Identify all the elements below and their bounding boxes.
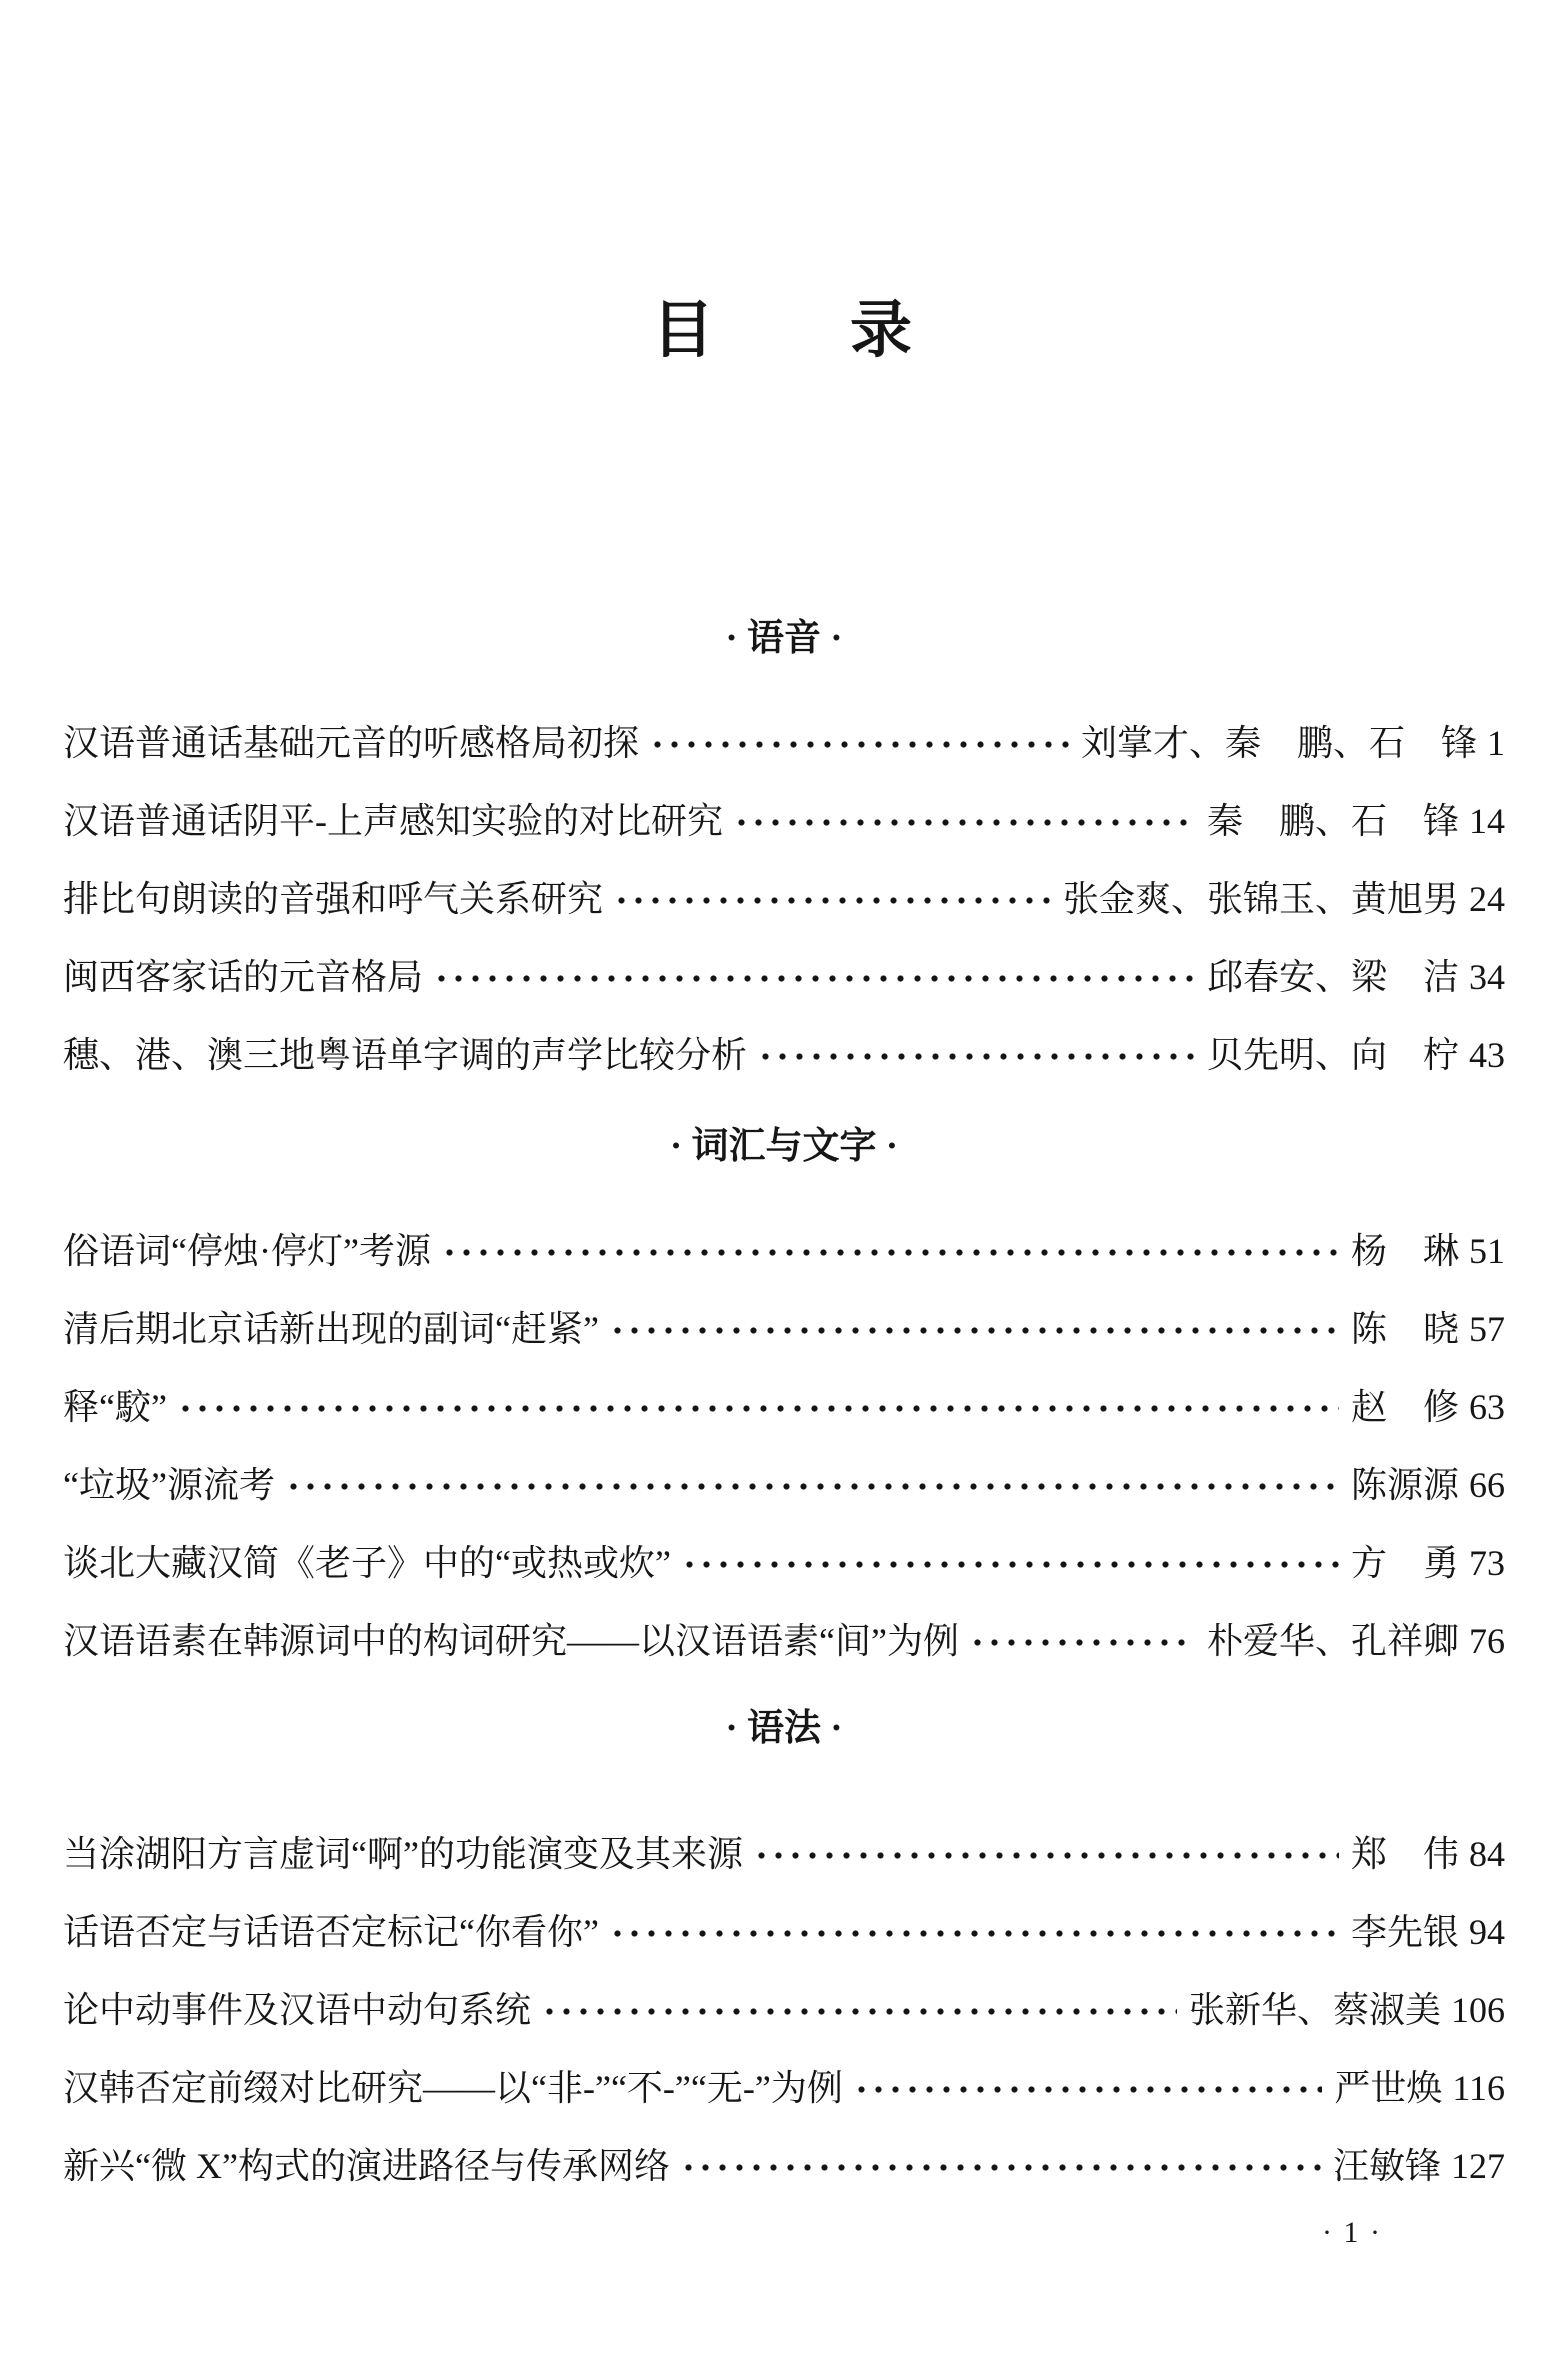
dot-leader: [613, 876, 1051, 922]
section-header-lexicon-writing: · 词汇与文字 ·: [669, 1126, 899, 1167]
entry-title: 新兴“微 X”构式的演进路径与传承网络: [63, 2146, 670, 2186]
entry-page-number: 73: [1469, 1543, 1505, 1583]
toc-entry: [63, 1909, 1505, 1955]
dot-leader: [609, 1909, 1339, 1955]
entry-page-number: 63: [1469, 1387, 1505, 1427]
toc-entry: [63, 954, 1505, 1000]
entry-title: 论中动事件及汉语中动句系统: [63, 1990, 532, 2030]
entry-page-number: 43: [1469, 1035, 1505, 1075]
entry-title: 穗、港、澳三地粤语单字调的声学比较分析: [63, 1035, 748, 1075]
entry-title: 排比句朗读的音强和呼气关系研究: [63, 879, 604, 919]
entry-authors: 贝先明、向 柠: [1206, 1035, 1459, 1075]
entry-authors: 李先银: [1350, 1912, 1459, 1952]
entry-authors: 汪敏锋: [1332, 2146, 1441, 2186]
dot-leader: [541, 1987, 1177, 2033]
entry-title: 汉语语素在韩源词中的构词研究——以汉语语素“间”为例: [63, 1621, 959, 1661]
section-grammar: [63, 1706, 1505, 2189]
toc-entry: [63, 1462, 1505, 1508]
entry-authors: 方 勇: [1350, 1543, 1459, 1583]
toc-entry: [63, 876, 1505, 922]
toc-entry: [63, 1987, 1505, 2033]
dot-leader: [969, 1618, 1195, 1664]
entry-page-number: 24: [1469, 879, 1505, 919]
entry-authors: 杨 琳: [1350, 1231, 1459, 1271]
section-header-grammar: · 语法 ·: [725, 1708, 843, 1749]
entry-title: 汉语普通话基础元音的听感格局初探: [63, 723, 640, 763]
dot-leader: [853, 2065, 1322, 2111]
dot-leader: [285, 1462, 1339, 1508]
entry-authors: 赵 修: [1350, 1387, 1459, 1427]
entry-authors: 秦 鹏、石 锋: [1206, 801, 1459, 841]
toc-entry: [63, 798, 1505, 844]
dot-leader: [649, 720, 1069, 766]
entry-title: 当涂湖阳方言虚词“啊”的功能演变及其来源: [63, 1834, 743, 1874]
entry-authors: 陈 晓: [1350, 1309, 1459, 1349]
entry-authors: 邱春安、梁 洁: [1206, 957, 1459, 997]
toc-entry: [63, 720, 1505, 766]
entry-title: 释“駮”: [63, 1387, 167, 1427]
entry-page-number: 94: [1469, 1912, 1505, 1952]
entry-page-number: 116: [1452, 2068, 1505, 2108]
entry-title: 话语否定与话语否定标记“你看你”: [63, 1912, 599, 1952]
dot-leader: [609, 1306, 1339, 1352]
entry-title: 汉语普通话阴平-上声感知实验的对比研究: [63, 801, 723, 841]
section-phonetics: [63, 616, 1505, 1078]
toc-entry: [63, 1618, 1505, 1664]
entry-page-number: 34: [1469, 957, 1505, 997]
entry-page-number: 106: [1451, 1990, 1505, 2030]
entry-page-number: 51: [1469, 1231, 1505, 1271]
section-header-phonetics: · 语音 ·: [725, 618, 843, 659]
toc-entry: [63, 1306, 1505, 1352]
entry-title: 清后期北京话新出现的副词“赶紧”: [63, 1309, 599, 1349]
section-lexicon-writing: [63, 1124, 1505, 1664]
entry-page-number: 84: [1469, 1834, 1505, 1874]
toc-entry: [63, 1228, 1505, 1274]
entry-authors: 张新华、蔡淑美: [1188, 1990, 1441, 2030]
dot-leader: [680, 2143, 1321, 2189]
dot-leader: [757, 1032, 1195, 1078]
entry-page-number: 76: [1469, 1621, 1505, 1661]
dot-leader: [753, 1831, 1339, 1877]
entry-authors: 朴爱华、孔祥卿: [1206, 1621, 1459, 1661]
toc-entry: [63, 1384, 1505, 1430]
entry-authors: 郑 伟: [1350, 1834, 1459, 1874]
toc-entry: [63, 1032, 1505, 1078]
entry-title: 闽西客家话的元音格局: [63, 957, 424, 997]
entry-page-number: 66: [1469, 1465, 1505, 1505]
dot-leader: [681, 1540, 1339, 1586]
entry-authors: 严世焕: [1334, 2068, 1443, 2108]
dot-leader: [433, 954, 1195, 1000]
entry-page-number: 1: [1487, 723, 1505, 763]
entry-page-number: 57: [1469, 1309, 1505, 1349]
entry-page-number: 127: [1451, 2146, 1505, 2186]
entry-title: 汉韩否定前缀对比研究——以“非-”“不-”“无-”为例: [63, 2068, 843, 2108]
entry-page-number: 14: [1469, 801, 1505, 841]
entry-authors: 刘掌才、秦 鹏、石 锋: [1080, 723, 1477, 763]
page-number-footer: · 1 ·: [1322, 2216, 1382, 2249]
dot-leader: [733, 798, 1195, 844]
toc-entry: [63, 1831, 1505, 1877]
entry-authors: 张金爽、张锦玉、黄旭男: [1062, 879, 1459, 919]
entry-title: 俗语词“停烛·停灯”考源: [63, 1231, 431, 1271]
toc-entry: [63, 1540, 1505, 1586]
entry-title: 谈北大藏汉简《老子》中的“或热或炊”: [63, 1543, 671, 1583]
page-title: 目 录: [651, 297, 916, 365]
entry-authors: 陈源源: [1350, 1465, 1459, 1505]
toc-entry: [63, 2065, 1505, 2111]
dot-leader: [177, 1384, 1339, 1430]
dot-leader: [441, 1228, 1339, 1274]
toc-entry: [63, 2143, 1505, 2189]
entry-title: “垃圾”源流考: [63, 1465, 275, 1505]
